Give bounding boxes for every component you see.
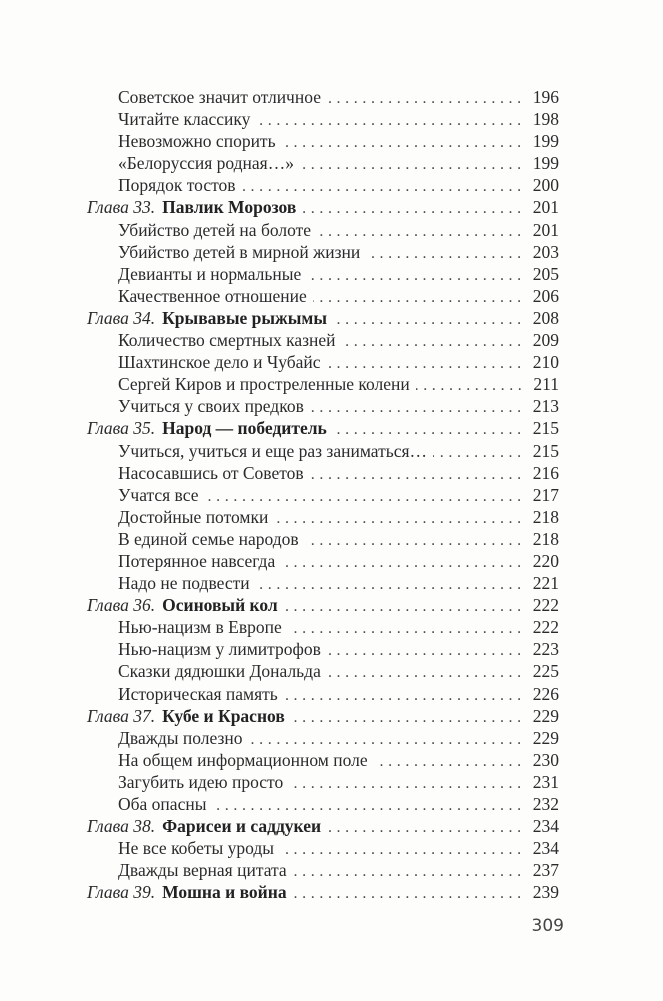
chapter-number-label: Глава 36.: [87, 595, 156, 616]
dot-leader: [317, 219, 526, 243]
entry-title: Девианты и нормальные: [118, 263, 302, 284]
dot-leader: [310, 395, 526, 419]
toc-chapter-entry: [87, 417, 559, 439]
dot-leader: [289, 771, 526, 795]
entry-title: Историческая память: [118, 683, 278, 704]
toc-sub-entry: [87, 727, 559, 749]
toc-sub-entry: [87, 152, 559, 174]
toc-sub-entry: [87, 285, 559, 307]
dot-leader: [313, 285, 526, 309]
entry-title: Народ — победитель: [162, 418, 327, 439]
entry-title: Дважды полезно: [118, 727, 243, 748]
entry-title: Надо не подвести: [118, 573, 250, 594]
dot-leader: [280, 837, 526, 861]
entry-page-number: 201: [532, 219, 559, 240]
entry-title: Кубе и Краснов: [162, 705, 285, 726]
entry-page-number: 234: [532, 816, 559, 837]
entry-page-number: 217: [532, 484, 559, 505]
toc-sub-entry: [87, 462, 559, 484]
toc-sub-entry: [87, 440, 559, 462]
entry-page-number: 209: [532, 330, 559, 351]
entry-page-number: 229: [532, 727, 559, 748]
dot-leader: [416, 373, 527, 397]
entry-title: Не все кобеты уроды: [118, 838, 275, 859]
toc-sub-entry: [87, 108, 559, 130]
entry-title: Достойные потомки: [118, 506, 269, 527]
dot-leader: [291, 705, 526, 729]
dot-leader: [307, 263, 525, 287]
dot-leader: [249, 727, 526, 751]
entry-title: Количество смертных казней: [118, 330, 336, 351]
dot-leader: [256, 108, 525, 132]
entry-page-number: 232: [532, 794, 559, 814]
entry-page-number: 231: [532, 771, 559, 792]
entry-title: Оба опасны: [118, 794, 207, 814]
entry-page-number: 210: [532, 352, 559, 373]
dot-leader: [302, 196, 525, 220]
dot-leader: [366, 241, 526, 265]
entry-page-number: 213: [532, 396, 559, 417]
entry-title: В единой семье народов: [118, 528, 299, 549]
entry-page-number: 218: [532, 506, 559, 527]
dot-leader: [256, 572, 526, 596]
chapter-number-label: Глава 38.: [87, 816, 156, 837]
dot-leader: [288, 616, 526, 640]
entry-page-number: 201: [532, 197, 559, 218]
entry-page-number: 226: [532, 683, 559, 704]
entry-page-number: 225: [532, 661, 559, 682]
toc-sub-entry: [87, 749, 559, 771]
entry-title: Нью-нацизм в Европе: [118, 617, 282, 638]
entry-page-number: 203: [532, 241, 559, 262]
dot-leader: [327, 86, 526, 110]
entry-title: Советское значит отличное: [118, 87, 321, 107]
entry-title: Учатся все: [118, 484, 199, 505]
entry-page-number: 222: [532, 617, 559, 638]
entry-title: Потерянное навсегда: [118, 550, 276, 571]
entry-page-number: 220: [532, 550, 559, 571]
entry-title: Порядок тостов: [118, 175, 236, 196]
entry-title: «Белоруссия родная…»: [118, 153, 294, 174]
entry-title: Шахтинское дело и Чубайс: [118, 352, 321, 373]
dot-leader: [327, 815, 526, 839]
entry-title: Осиновый кол: [162, 595, 278, 616]
entry-page-number: 215: [532, 440, 559, 461]
entry-title: Насосавшись от Советов: [118, 462, 304, 483]
folio-page-number: 309: [531, 916, 564, 936]
entry-title: Крывавые рыжымы: [162, 307, 327, 328]
dot-leader: [300, 152, 526, 176]
toc-sub-entry: [87, 572, 559, 594]
dot-leader: [327, 351, 526, 375]
chapter-number-label: Глава 37.: [87, 705, 156, 726]
toc-sub-entry: [87, 771, 559, 793]
toc-sub-entry: [87, 528, 559, 550]
dot-leader: [342, 329, 526, 353]
toc-sub-entry: [87, 638, 559, 660]
entry-page-number: 199: [532, 153, 559, 174]
dot-leader: [333, 307, 526, 331]
entry-page-number: 237: [532, 860, 559, 881]
entry-title: Мошна и война: [162, 882, 287, 903]
entry-page-number: 218: [532, 528, 559, 549]
chapter-number-label: Глава 34.: [87, 307, 156, 328]
entry-title: Дважды верная цитата: [118, 860, 287, 881]
entry-page-number: 200: [532, 175, 559, 196]
toc-sub-entry: [87, 837, 559, 859]
dot-leader: [374, 749, 526, 773]
toc-sub-entry: [87, 263, 559, 285]
dot-leader: [293, 881, 526, 905]
entry-page-number: 215: [532, 418, 559, 439]
entry-title: Убийство детей в мирной жизни: [118, 241, 361, 262]
entry-title: Загубить идею просто: [118, 771, 284, 792]
entry-title: На общем информационном поле: [118, 749, 368, 770]
dot-leader: [293, 859, 526, 883]
entry-page-number: 199: [532, 131, 559, 152]
dot-leader: [327, 638, 526, 662]
toc-sub-entry: [87, 484, 559, 506]
entry-page-number: 208: [532, 307, 559, 328]
dot-leader: [242, 174, 526, 198]
toc-sub-entry: [87, 373, 559, 395]
entry-page-number: 223: [532, 639, 559, 660]
toc-sub-entry: [87, 859, 559, 881]
toc-sub-entry: [87, 550, 559, 572]
dot-leader: [274, 506, 525, 530]
entry-page-number: 205: [532, 263, 559, 284]
entry-page-number: 211: [533, 374, 559, 395]
entry-page-number: 222: [532, 595, 559, 616]
toc-sub-entry: [87, 86, 559, 108]
entry-title: Качественное отношение: [118, 285, 307, 306]
toc-sub-entry: [87, 660, 559, 682]
dot-leader: [305, 528, 526, 552]
toc-sub-entry: [87, 506, 559, 528]
dot-leader: [282, 130, 526, 154]
entry-title: Невозможно спорить: [118, 131, 276, 152]
dot-leader: [284, 683, 526, 707]
dot-leader: [281, 550, 526, 574]
entry-title: Павлик Морозов: [162, 197, 297, 218]
dot-leader: [284, 594, 526, 618]
toc-sub-entry: [87, 174, 559, 196]
chapter-number-label: Глава 33.: [87, 197, 156, 218]
dot-leader: [212, 793, 525, 817]
dot-leader: [333, 417, 526, 441]
toc-sub-entry: [87, 241, 559, 263]
toc-sub-entry: [87, 616, 559, 638]
entry-title: Читайте классику: [118, 109, 251, 130]
toc-chapter-entry: [87, 815, 559, 837]
chapter-number-label: Глава 35.: [87, 418, 156, 439]
entry-page-number: 239: [532, 882, 559, 903]
entry-page-number: 206: [532, 285, 559, 306]
entry-title: Нью-нацизм у лимитрофов: [118, 639, 321, 660]
toc-sub-entry: [87, 793, 559, 815]
dot-leader: [310, 462, 526, 486]
table-of-contents: [87, 86, 559, 903]
entry-title: Сергей Киров и простреленные колени: [118, 374, 410, 395]
entry-page-number: 198: [532, 109, 559, 130]
entry-page-number: 234: [532, 838, 559, 859]
entry-title: Убийство детей на болоте: [118, 219, 312, 240]
entry-page-number: 216: [532, 462, 559, 483]
entry-title: Учиться, учиться и еще раз заниматься…: [118, 440, 428, 461]
toc-chapter-entry: [87, 307, 559, 329]
toc-sub-entry: [87, 329, 559, 351]
entry-page-number: 196: [532, 87, 559, 107]
toc-sub-entry: [87, 351, 559, 373]
toc-sub-entry: [87, 683, 559, 705]
dot-leader: [327, 660, 526, 684]
entry-title: Учиться у своих предков: [118, 396, 304, 417]
entry-page-number: 229: [532, 705, 559, 726]
entry-title: Фарисеи и саддукеи: [162, 816, 322, 837]
toc-sub-entry: [87, 130, 559, 152]
toc-sub-entry: [87, 219, 559, 241]
toc-chapter-entry: [87, 196, 559, 218]
toc-chapter-entry: [87, 594, 559, 616]
toc-sub-entry: [87, 395, 559, 417]
entry-page-number: 221: [532, 573, 559, 594]
toc-chapter-entry: [87, 881, 559, 903]
dot-leader: [433, 440, 526, 464]
entry-page-number: 230: [532, 749, 559, 770]
entry-title: Сказки дядюшки Дональда: [118, 661, 321, 682]
dot-leader: [204, 484, 525, 508]
chapter-number-label: Глава 39.: [87, 882, 156, 903]
toc-chapter-entry: [87, 705, 559, 727]
